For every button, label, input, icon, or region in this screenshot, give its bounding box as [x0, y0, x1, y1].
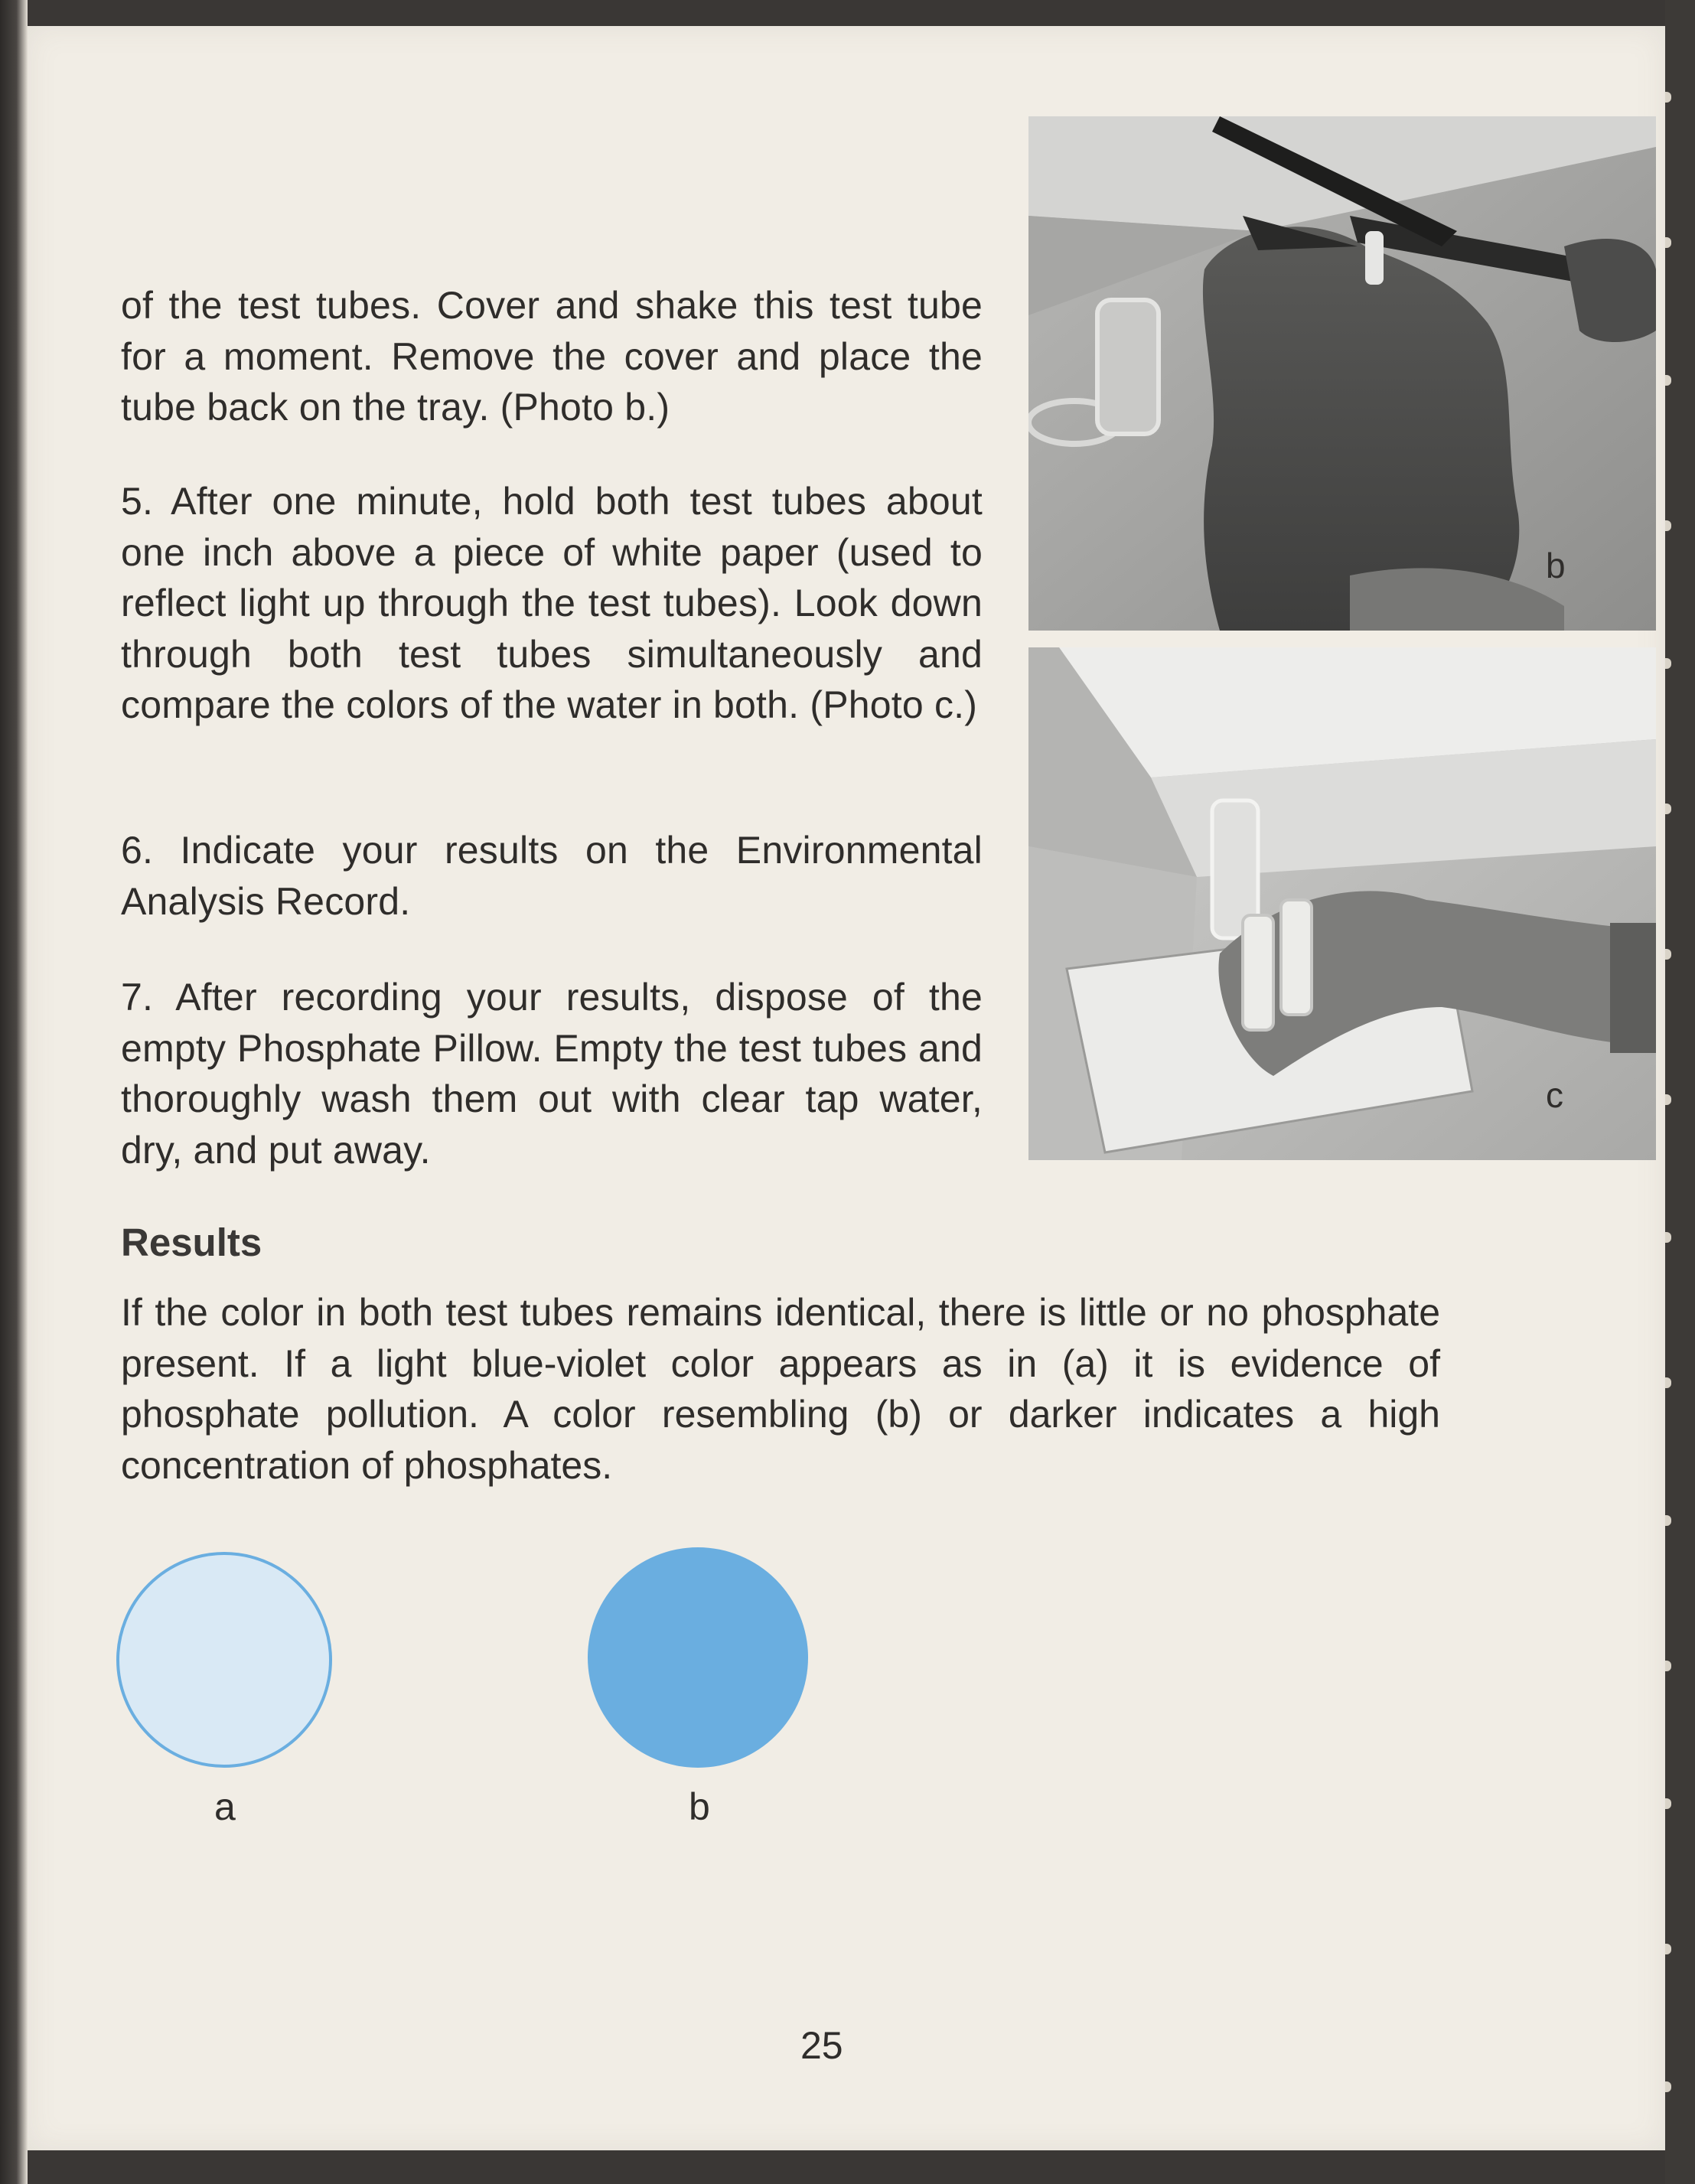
page-edge-notch — [1665, 520, 1671, 531]
photo-c-label: c — [1546, 1075, 1563, 1115]
results-heading: Results — [121, 1221, 262, 1264]
page-edge-notch — [1665, 949, 1671, 960]
page-edge-notch — [1665, 1232, 1671, 1243]
photo-b — [1028, 116, 1656, 631]
photo-b-label: b — [1546, 546, 1566, 585]
page-edge-notch — [1665, 1377, 1671, 1388]
book-binding — [0, 0, 28, 2184]
results-text: If the color in both test tubes remains identical, there is little or no phosphate present. If a light blue-violet color appears as in (a) it is evidence of phosphate pollution. A color resembling (b) or darker indicates a high concentration of phosphates. — [121, 1291, 1440, 1487]
instruction-step-5 — [121, 476, 983, 731]
instruction-paragraph: 5. After one minute, hold both test tubes about one inch above a piece of white paper (used to reflect light up through the test tubes). Look down through both test tubes simultaneously and compare the colors of the water in both. (Photo c.) — [121, 480, 983, 726]
page-edge-notch — [1665, 375, 1671, 386]
instruction-paragraph: 6. Indicate your results on the Environmental Analysis Record. — [121, 829, 983, 923]
instruction-text-column — [121, 280, 983, 433]
instruction-step-6 — [121, 825, 983, 927]
page-edge-notch — [1665, 1944, 1671, 1954]
page-edge-notch — [1665, 92, 1671, 103]
page-number: 25 — [800, 2024, 843, 2067]
page-edge-notch — [1665, 658, 1671, 669]
color-swatch-b — [588, 1547, 808, 1768]
swatch-b-label: b — [689, 1785, 710, 1828]
instruction-paragraph-continued: of the test tubes. Cover and shake this test tube for a moment. Remove the cover and place the tube back on the tray. (Photo b.) — [121, 284, 983, 429]
page-edge-notch — [1665, 1661, 1671, 1671]
page-edge-notch — [1665, 1798, 1671, 1809]
swatch-a-label: a — [214, 1785, 236, 1828]
page-edge-notch — [1665, 237, 1671, 248]
page-edge — [1665, 0, 1695, 2184]
page-edge-notch — [1665, 804, 1671, 814]
instruction-step-7 — [121, 972, 983, 1175]
instruction-paragraph: 7. After recording your results, dispose of the empty Phosphate Pillow. Empty the test tubes and thoroughly wash them out with clear tap water, dry, and put away. — [121, 976, 983, 1172]
photo-c — [1028, 647, 1656, 1160]
page-edge-notch — [1665, 2081, 1671, 2092]
color-swatch-a — [116, 1552, 332, 1768]
page-edge-notch — [1665, 1515, 1671, 1526]
page-edge-notch — [1665, 1094, 1671, 1105]
